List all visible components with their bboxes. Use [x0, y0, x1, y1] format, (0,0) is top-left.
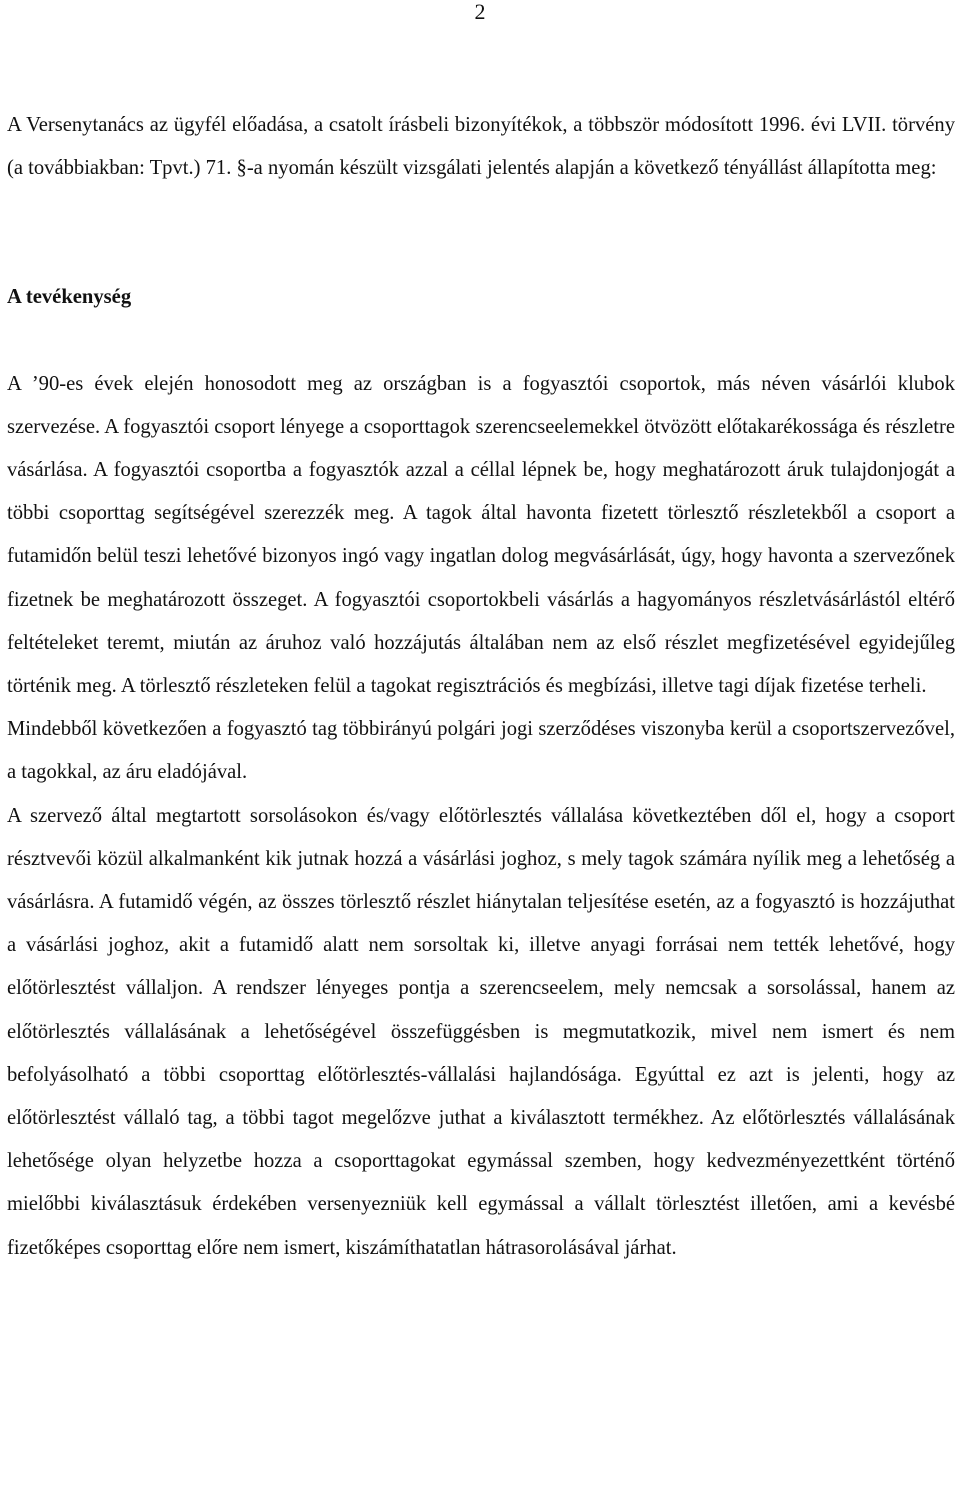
section-heading: A tevékenység: [7, 286, 132, 309]
document-body: [7, 104, 955, 1270]
intro-paragraph: A Versenytanács az ügyfél előadása, a csatolt írásbeli bizonyítékok, a többször módosított 1996. évi LVII. törvény (a továbbiakban: Tpvt.) 71. §-a nyomán készült vizsgálati jelentés alapján a következő tényállást állapította meg:: [7, 114, 955, 180]
body-paragraph-2: Mindebből következően a fogyasztó tag többirányú polgári jogi szerződéses viszonyba kerül a csoportszervezővel, a tagokkal, az áru eladójával.: [7, 718, 955, 784]
spacer: [7, 320, 955, 363]
body-paragraph-3: A szervező által megtartott sorsolásokon és/vagy előtörlesztés vállalása következtében dől el, hogy a csoport résztvevői közül alkalmanként kik jutnak hozzá a vásárlási joghoz, s mely tagok számára nyílik meg a lehetőség a vásárlásra. A futamidő végén, az összes törlesztő részlet hiánytalan teljesítése esetén, az a fogyasztó is hozzájuthat a vásárlási joghoz, akit a futamidő alatt nem sorsoltak ki, illetve anyagi forrásai nem tették lehetővé, hogy előtörlesztést vállaljon. A rendszer lényeges pontja a szerencseelem, mely nemcsak a sorsolással, hanem az előtörlesztés vállalásának a lehetőségével összefüggésben is megmutatkozik, mivel nem ismert és nem befolyásolható a többi csoporttag előtörlesztés-vállalási hajlandósága. Egyúttal ez azt is jelenti, hogy az előtörlesztést vállaló tag, a többi tagot megelőzve juthat a kiválasztott termékhez. Az előtörlesztés vállalásának lehetősége olyan helyzetbe hozza a csoporttagokat egymással szemben, hogy kedvezményezettként történő mielőbbi kiválasztásuk érdekében versenyezniük kell egymással a vállalt törlesztést illetően, ami a kevésbé fizetőképes csoporttag előre nem ismert, kiszámíthatatlan hátrasorolásával járhat.: [7, 804, 955, 1259]
body-paragraph-1: A ’90-es évek elején honosodott meg az országban is a fogyasztói csoportok, más néven vásárlói klubok szervezése. A fogyasztói csoport lényege a csoporttagok szerencseelemekkel ötvözött előtakarékossága és részletre vásárlása. A fogyasztói csoportba a fogyasztók azzal a céllal lépnek be, hogy meghatározott áruk tulajdonjogát a többi csoporttag segítségével szerezzék meg. A tagok által havonta fizetett törlesztő részletekből a csoport a futamidőn belül teszi lehetővé bizonyos ingó vagy ingatlan dolog megvásárlását, úgy, hogy havonta a szervezőnek fizetnek be meghatározott összeget. A fogyasztói csoportokbeli vásárlás a hagyományos részletvásárlástól eltérő feltételeket teremt, miután az áruhoz való hozzájutás általában nem az első részlet megfizetésével egyidejűleg történik meg. A törlesztő részleteken felül a tagokat regisztrációs és megbízási, illetve tagi díjak fizetése terheli.: [7, 372, 955, 698]
page-number: 2: [474, 0, 486, 24]
spacer: [7, 190, 955, 276]
